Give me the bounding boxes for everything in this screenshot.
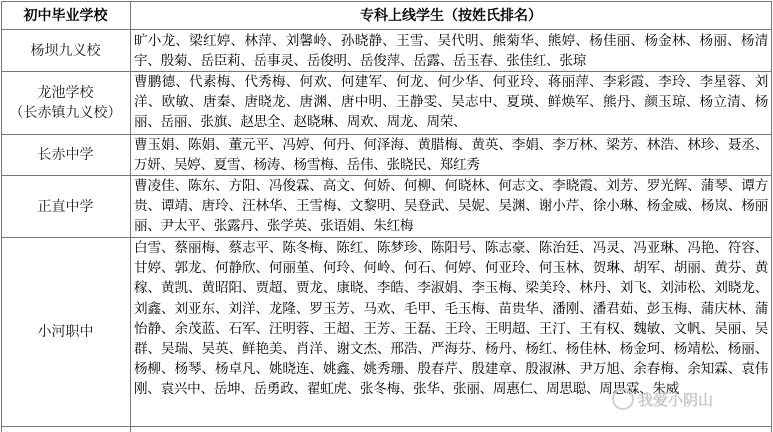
student-names: 白雪、蔡丽梅、蔡志平、陈冬梅、陈红、陈梦珍、陈阳号、陈志豪、陈治廷、冯灵、冯亚琳、冯艳、符容、甘婷、郭龙、何静欣、何丽堇、何玲、何岭、何石、何婷、何亚玲、何玉林、贺琳、胡军、胡丽、黄芬、黄稼、黄凯、黄昭阳、贾超、贾龙、康晓、李皓、李淑娟、李玉梅、梁美玲、林丹、刘飞、刘沛松、刘晓龙、刘鑫、刘亚东、刘洋、龙隆、罗玉芳、马欢、毛甲、毛玉梅、苗贵华、潘刚、潘君茹、彭玉梅、蒲庆林、蒲怡静、余茂蓝、石军、汪明蓉、王超、王芳、王磊、王玲、王明超、王汀、王有权、魏敏、文帆、吴丽、吴群、吴瑞、吴英、鲜艳美、肖洋、谢文杰、邢浩、严海芬、杨丹、杨红、杨佳林、杨金珂、杨靖松、杨丽、杨柳、杨琴、杨卓凡、姚晓连、姚鑫、姚秀珊、殷春芹、殷建章、殷淑淋、尹万旭、余春梅、余知霖、袁伟刚、袁兴中、岳坤、岳勇政、翟虹虎、张冬梅、张华、张丽、周惠仁、周思聪、周思霖、朱威 <box>134 240 768 398</box>
row-divider <box>1 426 772 427</box>
student-names: 曹凌佳、陈东、方阳、冯俊霖、高文、何娇、何柳、何晓林、何志文、李晓霞、刘芳、罗光辉、蒲琴、谭方贵、谭靖、唐玲、汪林华、王雪梅、文黎明、吴登武、吴妮、吴渊、谢小芹、徐小琳、杨金威、杨岚、杨丽丽、尹太平、张露丹、张学英、张语娟、朱红梅 <box>134 178 768 235</box>
watermark-text: 我爱小阴山 <box>638 390 714 409</box>
school-name: 长赤中学 <box>37 147 94 163</box>
wechat-logo-icon <box>612 388 634 410</box>
table-border-top <box>1 1 772 2</box>
school-name: 杨坝九义校 <box>30 42 101 59</box>
school-cell <box>1 135 130 175</box>
column-divider <box>130 1 131 432</box>
student-names: 旷小龙、梁红婷、林萍、刘馨岭、孙晓静、王雪、吴代明、熊菊华、熊婷、杨佳丽、杨金林、杨丽、杨清宇、殷菊、岳臣莉、岳事灵、岳俊明、岳俊萍、岳露、岳玉春、张佳红、张琼 <box>134 33 768 70</box>
student-names: 曹鹏德、代素梅、代秀梅、何欢、何建军、何龙、何少华、何亚玲、蒋丽萍、李彩霞、李玲、李星蓉、刘洋、欧敏、唐秦、唐晓龙、唐渊、唐中明、王静雯、吴志中、夏瑛、鲜焕军、熊丹、颜玉琼、杨立清、杨丽、岳丽、张旗、赵思全、赵晓琳、周欢、周龙、周荣、 <box>134 74 768 131</box>
school-name-sub: （长赤镇九义校） <box>9 105 122 121</box>
school-cell <box>1 30 130 71</box>
school-cell <box>1 72 130 134</box>
watermark <box>612 388 713 410</box>
school-name: 正直中学 <box>37 198 94 215</box>
header-school: 初中毕业学校 <box>23 8 108 24</box>
admissions-table <box>1 1 772 432</box>
school-name: 龙池学校 <box>37 85 94 101</box>
student-names: 曹玉娟、陈娟、董元平、冯婷、何丹、何泽海、黄腊梅、黄英、李娟、李万林、梁芳、林浩、林珍、聂丞、万妍、吴婷、夏雪、杨涛、杨雪梅、岳伟、张晓民、郑红秀 <box>134 137 768 174</box>
school-name: 小河职中 <box>37 324 94 340</box>
school-cell <box>1 238 130 426</box>
school-cell <box>1 176 130 237</box>
header-students: 专科上线学生（按姓氏排名） <box>360 8 542 24</box>
table-border-right <box>771 1 772 432</box>
